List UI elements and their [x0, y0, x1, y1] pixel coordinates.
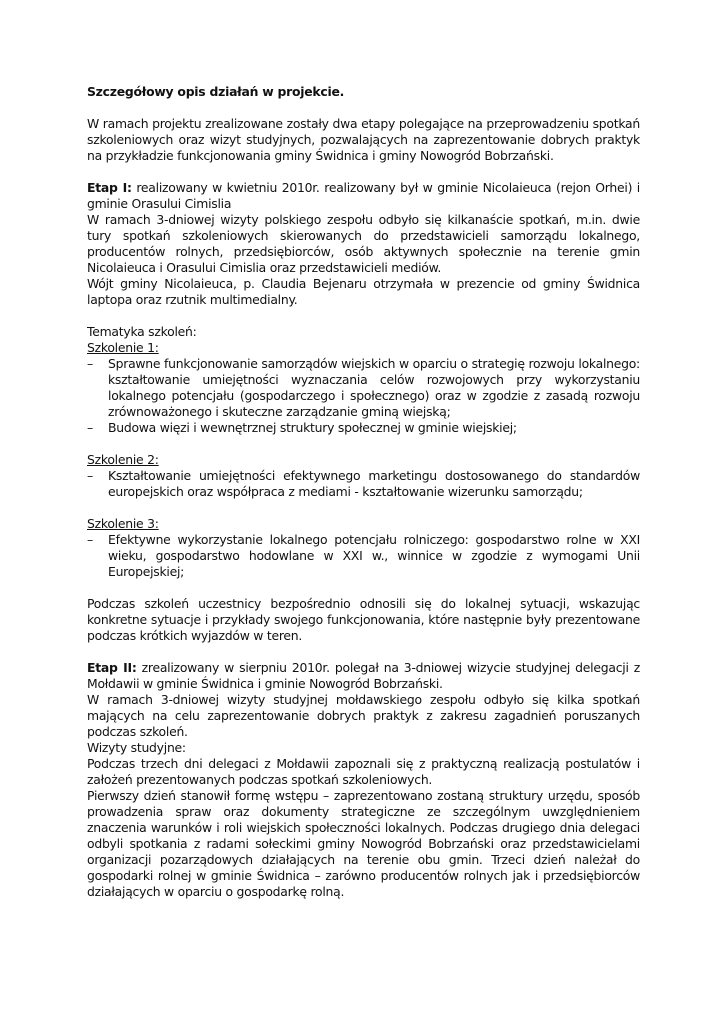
spacer — [87, 100, 640, 116]
document-page — [87, 84, 640, 900]
stage2-paragraph — [87, 660, 640, 692]
stage1-text: realizowany w kwietniu 2010r. realizowany był w gminie Nicolaieuca (rejon Orhei) i gminie Orasului Cimislia — [87, 180, 641, 211]
list-item-text: Budowa więzi i wewnętrznej struktury społecznej w gminie wiejskiej; — [108, 420, 517, 435]
intro-paragraph: W ramach projektu zrealizowane zostały dwa etapy polegające na przeprowadzeniu spotkań szkoleniowych oraz wizyt studyjnych, pozwalających na zaprezentowanie dobrych praktyk na przykładzie funkcjonowania gminy Świdnica i gminy Nowogród Bobrzański. — [87, 116, 640, 163]
stage2-label: Etap II: — [87, 660, 137, 675]
participants-paragraph: Podczas szkoleń uczestnicy bezpośrednio odnosili się do lokalnej sytuacji, wskazując konkretne sytuacje i przykłady swojego funkcjonowania, które następnie były prezentowane podczas krótkich wyjazdów w teren. — [87, 596, 640, 643]
training3-heading: Szkolenie 3: — [87, 516, 159, 531]
stage1-gift-paragraph: Wójt gminy Nicolaieuca, p. Claudia Bejenaru otrzymała w prezencie od gminy Świdnica laptopa oraz rzutnik multimedialny. — [87, 276, 640, 307]
spacer — [87, 164, 640, 180]
training1-heading: Szkolenie 1: — [87, 340, 159, 355]
list-item — [87, 420, 640, 436]
list-item-text: Sprawne funkcjonowanie samorządów wiejskich w oparciu o strategię rozwoju lokalnego: kształtowanie umiejętności wyznaczania celów rozwojowych przy wykorzystaniu lokalnego potencjału (gospodarczego i społecznego) oraz w zgodzie z zasadą rozwoju zrównoważonego i skuteczne zarządzanie gminą wiejską; — [108, 356, 640, 419]
dash-bullet: – — [87, 420, 93, 435]
stage1-label: Etap I: — [87, 180, 132, 195]
stage1-paragraph — [87, 180, 640, 212]
training2-heading: Szkolenie 2: — [87, 452, 159, 467]
list-item — [87, 356, 640, 420]
topics-heading: Tematyka szkoleń: — [87, 324, 197, 339]
document-title: Szczegółowy opis działań w projekcie. — [87, 84, 345, 99]
list-item-text: Efektywne wykorzystanie lokalnego potencjału rolniczego: gospodarstwo rolne w XXI wieku, gospodarstwo hodowlane w XXI w., winnice w zgodzie z wymogami Unii Europejskiej; — [108, 532, 640, 579]
spacer — [87, 500, 640, 516]
list-item — [87, 468, 640, 500]
stage2-text: zrealizowany w sierpniu 2010r. polegał na 3-dniowej wizycie studyjnej delegacji z Mołdawii w gminie Świdnica i gminie Nowogród Bobrzański. — [87, 660, 641, 691]
stage1-meetings-paragraph: W ramach 3-dniowej wizyty polskiego zespołu odbyło się kilkanaście spotkań, m.in. dwie tury spotkań szkoleniowych skierowanych do przedstawicieli samorządu lokalnego, producentów rolnych, przedsiębiorców, osób aktywnych społecznie na terenie gmin Nicolaieuca i Orasului Cimislia oraz przedstawicieli mediów. — [87, 212, 640, 275]
stage2-meetings-paragraph: W ramach 3-dniowej wizyty studyjnej mołdawskiego zespołu odbyło się kilka spotkań mających na celu zaprezentowanie dobrych praktyk z zakresu zagadnień poruszanych podczas szkoleń. — [87, 692, 640, 739]
spacer — [87, 580, 640, 596]
spacer — [87, 644, 640, 660]
dash-bullet: – — [87, 356, 93, 371]
stage2-days-paragraph: Pierwszy dzień stanowił formę wstępu – zaprezentowano zostaną struktury urzędu, sposób prowadzenia spraw oraz dokumenty strategiczne ze szczególnym uwzględnieniem znaczenia warunków i roli wiejskich społeczności lokalnych. Podczas drugiego dnia delegaci odbyli spotkania z radami sołeckimi gminy Nowogród Bobrzański oraz przedstawicielami organizacji pozarządowych działających na terenie obu gmin. Trzeci dzień należał do gospodarki rolnej w gminie Świdnica – zarówno producentów rolnych jak i przedsiębiorców działających w oparciu o gospodarkę rolną. — [87, 788, 640, 899]
dash-bullet: – — [87, 468, 93, 483]
training2-list — [87, 468, 640, 500]
training1-list — [87, 356, 640, 436]
spacer — [87, 436, 640, 452]
training3-list — [87, 532, 640, 580]
dash-bullet: – — [87, 532, 93, 547]
list-item-text: Kształtowanie umiejętności efektywnego marketingu dostosowanego do standardów europejskich oraz współpraca z mediami - kształtowanie wizerunku samorządu; — [108, 468, 640, 499]
spacer — [87, 308, 640, 324]
stage2-delegates-paragraph: Podczas trzech dni delegaci z Mołdawii zapoznali się z praktyczną realizacją postulatów i założeń prezentowanych podczas spotkań szkoleniowych. — [87, 756, 640, 787]
study-visits-heading: Wizyty studyjne: — [87, 740, 186, 755]
list-item — [87, 532, 640, 580]
